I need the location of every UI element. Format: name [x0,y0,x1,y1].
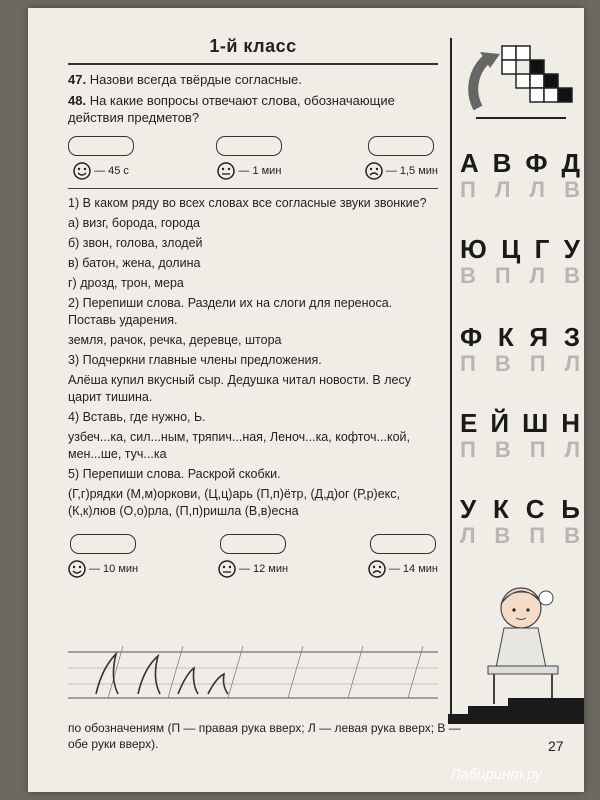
letter: А [460,148,479,178]
neutral-icon [218,560,236,578]
letter-group [460,494,580,549]
hand-mark: П [529,437,546,462]
sad-icon [365,162,383,180]
timer-label: — 10 мин [89,563,139,575]
cursive-letter-sample [96,654,228,694]
page-number: 27 [548,738,564,754]
exercise-line: узбеч...ка, сил...ным, тряпич...ная, Леноч...ка, кофточ...кой, мен...ше, туч...ка [68,430,410,461]
handwriting-practice[interactable] [68,638,438,702]
timer-slow [365,136,438,180]
letter: Е [460,408,478,438]
hand-mark: В [494,523,511,548]
letter: Й [490,408,510,438]
puzzle-pattern-icon [466,38,576,128]
neutral-icon [217,162,235,180]
smile-icon [73,162,91,180]
watermark-logo: Лабиринт.ру [450,766,543,783]
divider [68,63,438,65]
hand-mark: Л [494,177,511,202]
hand-mark: В [564,177,580,202]
answer-box[interactable] [370,534,436,554]
letter: Д [561,148,580,178]
exercise-line: земля, рачок, речка, деревце, штора [68,333,282,347]
task-47 [68,71,438,88]
letter: Ц [501,234,521,264]
timer-slow [368,534,438,578]
timer-label: — 45 с [94,165,129,177]
exercise-line: в) батон, жена, долина [68,256,201,270]
answer-box[interactable] [368,136,434,156]
letter-group [460,148,580,203]
letter: В [492,148,512,178]
hand-mark: Л [564,437,580,462]
letter-group [460,234,580,289]
exercise-line: 1) В каком ряду во всех словах все согласные звуки звонкие? [68,196,427,210]
task-number: 48. [68,93,87,108]
sad-icon [368,560,386,578]
timer-row-top [68,136,438,180]
letter: Г [534,234,550,264]
hand-mark: В [460,263,476,288]
timer-mid [216,136,282,180]
timer-label: — 1 мин [238,165,282,177]
exercise-line: Алёша купил вкусный сыр. Дедушка читал новости. В лесу царит тишина. [68,373,411,404]
hand-mark: В [494,437,511,462]
girl-writing-illustration [466,578,576,708]
answer-box[interactable] [220,534,286,554]
exercise-line: 5) Перепиши слова. Раскрой скобки. [68,467,281,481]
letter-panel [450,38,582,714]
handwriting-lines [68,638,438,702]
hand-mark: В [564,523,580,548]
letter: К [493,494,509,524]
hand-mark: П [494,263,511,288]
exercise-line: г) дрозд, трон, мера [68,276,184,290]
task-number: 47. [68,72,87,87]
letter-group [460,322,580,377]
exercise-line: 2) Перепиши слова. Раздели их на слоги для переноса. Поставь ударения. [68,296,393,327]
timer-row-bottom [68,534,438,578]
exercise-line: б) звон, голова, злодей [68,236,203,250]
answer-box[interactable] [216,136,282,156]
letter: С [525,494,545,524]
hand-mark: Л [529,177,545,202]
hand-mark: П [460,177,476,202]
letter: Я [529,322,549,352]
footer-note: по обозначениям (П — правая рука вверх; Л — левая рука вверх; В — обе руки вверх). [68,721,461,751]
timer-label: — 14 мин [388,563,438,575]
letter: Н [561,408,580,438]
hand-mark: Л [564,351,580,376]
exercise-line: 3) Подчеркни главные члены предложения. [68,353,322,367]
hand-mark: Л [460,523,476,548]
page-title: 1-й класс [209,36,297,56]
letter-group [460,408,580,463]
hand-mark: П [460,437,476,462]
answer-box[interactable] [68,136,134,156]
hand-mark: П [529,351,546,376]
letter: К [497,322,514,352]
book-page [28,8,584,792]
letter: У [563,234,580,264]
letter: З [563,322,580,352]
hand-mark: В [494,351,511,376]
letter: Ш [522,408,549,438]
hand-mark: Л [529,263,546,288]
letter: Ф [525,148,548,178]
hand-mark: В [564,263,580,288]
timer-label: — 12 мин [238,563,289,575]
task-text: Назови всегда твёрдые согласные. [89,72,302,87]
hand-mark: П [460,351,476,376]
task-text: На какие вопросы отвечают слова, обозначающие действия предметов? [68,93,395,125]
main-column [68,36,438,578]
exercise-line: 4) Вставь, где нужно, Ь. [68,410,206,424]
timer-fast [68,534,138,578]
exercise-line: (Г,г)рядки (М,м)оркови, (Ц,ц)арь (П,п)ётр, (Д,д)ог (Р,р)екс, (К,к)люв (О,о)рла, (П,п)ришла (В,в)есна [68,487,401,518]
timer-mid [218,534,288,578]
letter: Ф [460,322,483,352]
answer-box[interactable] [70,534,136,554]
exercise-line: а) визг, борода, города [68,216,200,230]
letter: Ю [460,234,487,264]
task-48 [68,92,438,126]
timer-fast [68,136,134,180]
hand-mark: П [529,523,546,548]
divider [68,188,438,189]
timer-label: — 1,5 мин [385,165,438,177]
smile-icon [68,560,86,578]
letter: У [460,494,477,524]
letter: Ь [561,494,580,524]
